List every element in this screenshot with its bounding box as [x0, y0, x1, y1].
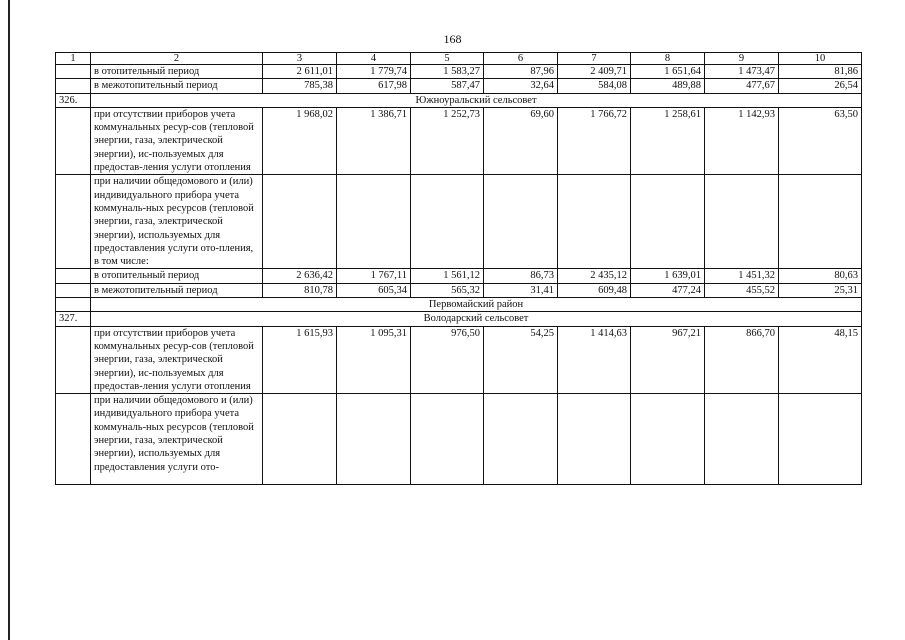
row-number — [56, 326, 91, 393]
value-cell — [337, 394, 411, 485]
table-row — [56, 394, 862, 485]
value-cell: 26,54 — [779, 79, 862, 93]
row-number — [56, 175, 91, 269]
value-cell — [558, 175, 631, 269]
value-cell: 63,50 — [779, 107, 862, 174]
row-label: в межотопительный период — [91, 283, 263, 297]
value-cell — [779, 394, 862, 485]
header-row — [56, 53, 862, 65]
table-row — [56, 283, 862, 297]
value-cell: 69,60 — [484, 107, 558, 174]
column-header: 6 — [484, 53, 558, 65]
row-number: 327. — [56, 312, 91, 326]
table-row — [56, 326, 862, 393]
value-cell: 86,73 — [484, 269, 558, 283]
value-cell: 609,48 — [558, 283, 631, 297]
page-number: 168 — [443, 32, 462, 46]
row-label: при отсутствии приборов учета коммунальных ресур-сов (тепловой энергии, газа, электрической энергии), ис-пользуемых для предостав-ления услуги отопления — [91, 107, 263, 174]
row-number — [56, 269, 91, 283]
value-cell: 1 473,47 — [705, 65, 779, 79]
value-cell — [705, 394, 779, 485]
column-header: 7 — [558, 53, 631, 65]
value-cell: 87,96 — [484, 65, 558, 79]
value-cell: 80,63 — [779, 269, 862, 283]
value-cell: 584,08 — [558, 79, 631, 93]
table-row — [56, 107, 862, 174]
row-number — [56, 298, 91, 312]
row-number — [56, 394, 91, 485]
value-cell — [484, 394, 558, 485]
column-header: 2 — [91, 53, 263, 65]
section-row — [56, 312, 862, 326]
value-cell: 617,98 — [337, 79, 411, 93]
value-cell: 2 435,12 — [558, 269, 631, 283]
value-cell — [411, 175, 484, 269]
value-cell: 1 451,32 — [705, 269, 779, 283]
value-cell: 587,47 — [411, 79, 484, 93]
row-number — [56, 65, 91, 79]
value-cell — [263, 394, 337, 485]
value-cell: 1 258,61 — [631, 107, 705, 174]
value-cell: 976,50 — [411, 326, 484, 393]
row-label: при наличии общедомового и (или) индивидуального прибора учета коммуналь-ных ресурсов (тепловой энергии, газа, электрической энергии), используемых для предоставления услуги ото-пления, в том числе: — [91, 175, 263, 269]
tariff-table — [55, 52, 862, 485]
row-number: 326. — [56, 93, 91, 107]
value-cell: 2 611,01 — [263, 65, 337, 79]
table-row — [56, 79, 862, 93]
value-cell: 54,25 — [484, 326, 558, 393]
value-cell: 477,24 — [631, 283, 705, 297]
value-cell: 1 095,31 — [337, 326, 411, 393]
value-cell — [263, 175, 337, 269]
value-cell: 565,32 — [411, 283, 484, 297]
table-body — [56, 53, 862, 485]
value-cell: 1 583,27 — [411, 65, 484, 79]
column-header: 1 — [56, 53, 91, 65]
value-cell — [779, 175, 862, 269]
value-cell: 455,52 — [705, 283, 779, 297]
section-title: Володарский сельсовет — [91, 312, 862, 326]
value-cell — [631, 175, 705, 269]
page-edge-rule — [8, 0, 10, 640]
row-number — [56, 283, 91, 297]
row-label: при отсутствии приборов учета коммунальных ресур-сов (тепловой энергии, газа, электрической энергии), ис-пользуемых для предостав-ления услуги отопления — [91, 326, 263, 393]
section-title: Южноуральский сельсовет — [91, 93, 862, 107]
value-cell: 2 409,71 — [558, 65, 631, 79]
value-cell: 1 779,74 — [337, 65, 411, 79]
column-header: 4 — [337, 53, 411, 65]
section-row — [56, 93, 862, 107]
value-cell — [705, 175, 779, 269]
value-cell — [411, 394, 484, 485]
row-label: при наличии общедомового и (или) индивидуального прибора учета коммуналь-ных ресурсов (тепловой энергии, газа, электрической энергии), используемых для предоставления услуги ото- — [91, 394, 263, 485]
table-row — [56, 65, 862, 79]
value-cell: 81,86 — [779, 65, 862, 79]
column-header: 8 — [631, 53, 705, 65]
column-header: 5 — [411, 53, 484, 65]
value-cell: 1 414,63 — [558, 326, 631, 393]
value-cell: 605,34 — [337, 283, 411, 297]
table-row — [56, 175, 862, 269]
value-cell: 1 142,93 — [705, 107, 779, 174]
value-cell: 2 636,42 — [263, 269, 337, 283]
value-cell: 810,78 — [263, 283, 337, 297]
value-cell: 1 968,02 — [263, 107, 337, 174]
column-header: 3 — [263, 53, 337, 65]
value-cell: 1 561,12 — [411, 269, 484, 283]
value-cell: 31,41 — [484, 283, 558, 297]
value-cell: 1 386,71 — [337, 107, 411, 174]
value-cell: 1 615,93 — [263, 326, 337, 393]
value-cell — [558, 394, 631, 485]
column-header: 9 — [705, 53, 779, 65]
row-number — [56, 79, 91, 93]
value-cell: 477,67 — [705, 79, 779, 93]
value-cell: 1 766,72 — [558, 107, 631, 174]
section-title: Первомайский район — [91, 298, 862, 312]
value-cell: 32,64 — [484, 79, 558, 93]
value-cell — [337, 175, 411, 269]
value-cell: 785,38 — [263, 79, 337, 93]
table-row — [56, 269, 862, 283]
row-label: в отопительный период — [91, 269, 263, 283]
value-cell: 489,88 — [631, 79, 705, 93]
section-row — [56, 298, 862, 312]
value-cell: 25,31 — [779, 283, 862, 297]
value-cell: 967,21 — [631, 326, 705, 393]
value-cell — [484, 175, 558, 269]
value-cell: 1 651,64 — [631, 65, 705, 79]
value-cell: 1 639,01 — [631, 269, 705, 283]
column-header: 10 — [779, 53, 862, 65]
value-cell — [631, 394, 705, 485]
value-cell: 1 252,73 — [411, 107, 484, 174]
row-label: в межотопительный период — [91, 79, 263, 93]
row-label: в отопительный период — [91, 65, 263, 79]
value-cell: 48,15 — [779, 326, 862, 393]
value-cell: 866,70 — [705, 326, 779, 393]
row-number — [56, 107, 91, 174]
value-cell: 1 767,11 — [337, 269, 411, 283]
